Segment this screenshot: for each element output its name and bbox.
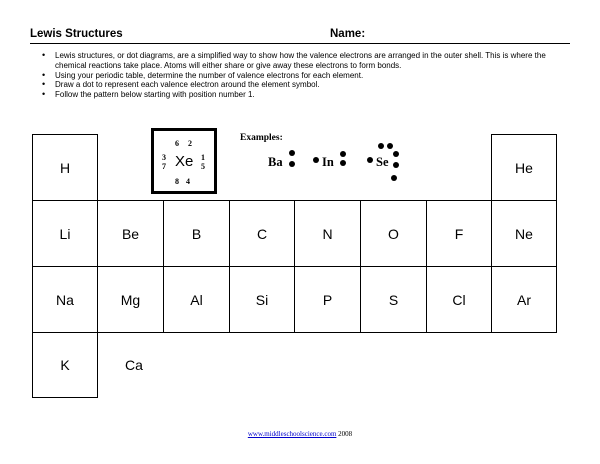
element-cell-f: F	[426, 200, 492, 267]
position-7: 7	[162, 162, 166, 171]
position-4: 4	[186, 177, 190, 186]
element-cell-be: Be	[97, 200, 164, 267]
element-cell-na: Na	[32, 266, 98, 333]
example-symbol-in: In	[322, 155, 334, 169]
electron-dot	[391, 175, 397, 181]
footer-year: 2008	[338, 430, 353, 438]
element-cell-b: B	[163, 200, 230, 267]
instruction-item: • Lewis structures, or dot diagrams, are a simplified way to show how the valence electrons are arranged in the outer shell. This is where the chemical reactions take place. Atoms will either share or give away these electrons to form bonds.	[55, 51, 570, 71]
electron-dot	[340, 160, 346, 166]
position-8: 8	[175, 177, 179, 186]
element-cell-cl: Cl	[426, 266, 492, 333]
examples-label: Examples:	[240, 133, 283, 143]
dot-pattern-box	[151, 128, 217, 194]
instruction-item: • Follow the pattern below starting with position number 1.	[55, 90, 570, 100]
element-cell-li: Li	[32, 200, 98, 267]
position-3: 3	[162, 153, 166, 162]
instruction-item: • Draw a dot to represent each valence electron around the element symbol.	[55, 80, 570, 90]
electron-dot	[378, 143, 384, 149]
element-cell-h: H	[32, 134, 98, 201]
header-rule	[30, 43, 570, 44]
example-symbol-se: Se	[376, 155, 389, 169]
element-cell-o: O	[360, 200, 427, 267]
element-cell-p: P	[294, 266, 361, 333]
element-cell-mg: Mg	[97, 266, 164, 333]
electron-dot	[393, 162, 399, 168]
electron-dot	[387, 143, 393, 149]
electron-dot	[289, 150, 295, 156]
element-cell-ar: Ar	[491, 266, 557, 333]
instruction-item: • Using your periodic table, determine the number of valence electrons for each element.	[55, 71, 570, 81]
name-label: Name:	[330, 28, 366, 40]
worksheet-title: Lewis Structures	[30, 28, 123, 40]
electron-dot	[340, 151, 346, 157]
element-cell-he: He	[491, 134, 557, 201]
footer	[0, 430, 600, 438]
example-symbol-ba: Ba	[268, 155, 283, 169]
electron-dot	[289, 161, 295, 167]
position-6: 6	[175, 139, 179, 148]
position-2: 2	[188, 139, 192, 148]
electron-dot	[367, 157, 373, 163]
position-1: 1	[201, 153, 205, 162]
element-cell-k: K	[32, 332, 98, 398]
position-5: 5	[201, 162, 205, 171]
electron-dot	[393, 151, 399, 157]
element-cell-c: C	[229, 200, 295, 267]
instructions-list	[30, 51, 570, 100]
element-cell-si: Si	[229, 266, 295, 333]
element-cell-ne: Ne	[491, 200, 557, 267]
footer-link[interactable]: www.middleschoolscience.com	[247, 430, 337, 438]
electron-dot	[313, 157, 319, 163]
element-cell-s: S	[360, 266, 427, 333]
element-label-ca: Ca	[125, 357, 143, 373]
element-cell-al: Al	[163, 266, 230, 333]
pattern-symbol: Xe	[175, 153, 194, 170]
element-cell-n: N	[294, 200, 361, 267]
